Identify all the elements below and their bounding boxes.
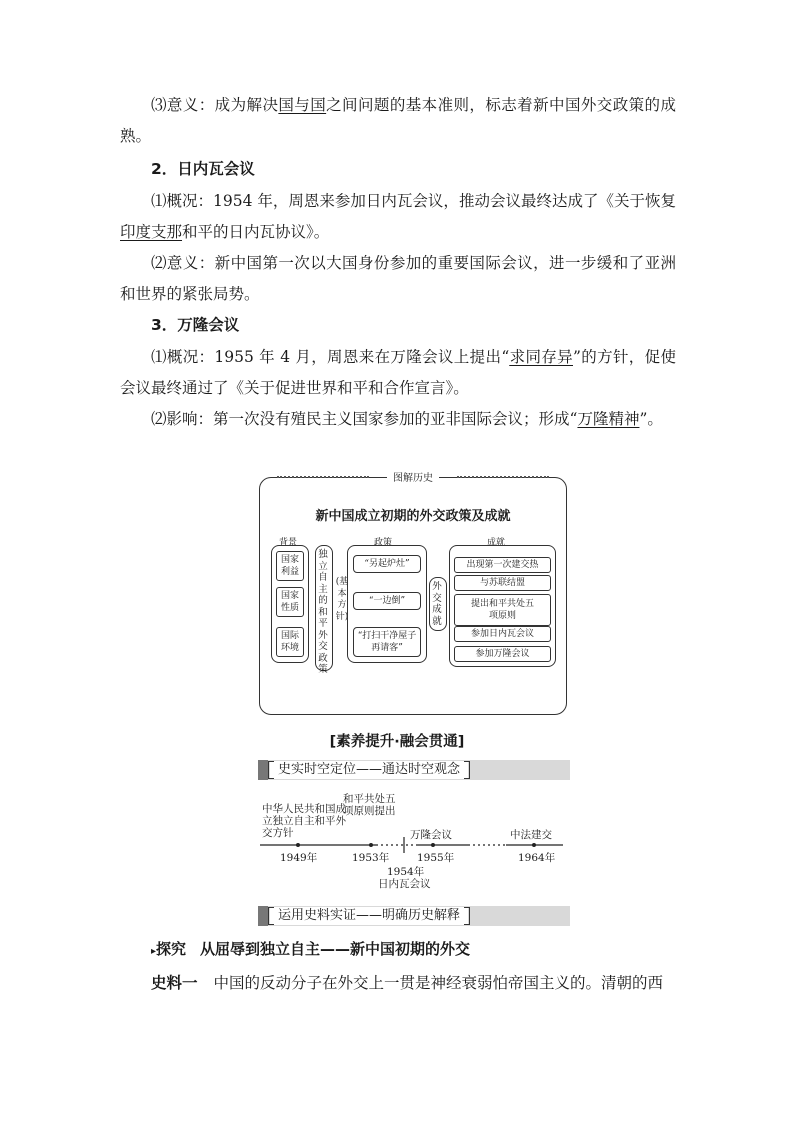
figure-tag: 图解历史: [259, 469, 567, 484]
timeline-event-1949: 中华人民共和国成立独立自主和平外交方针: [262, 803, 346, 839]
timeline-dot-1953: [369, 843, 373, 847]
policy-item: “打扫干净屋子再请客”: [353, 627, 421, 657]
background-item: 国际环境: [276, 627, 304, 657]
source-paragraph: [151, 968, 676, 999]
section-number: 3．: [151, 316, 178, 334]
timeline-event-1954: 日内瓦会议: [378, 878, 431, 890]
background-item: 国家性质: [276, 587, 304, 617]
text-run: ”。: [639, 410, 663, 428]
banner-marker: [258, 760, 268, 780]
background-item: 国家利益: [276, 551, 304, 581]
paragraph-geneva-significance: [120, 248, 676, 310]
triangle-marker-icon: ▸: [151, 946, 157, 957]
principle-vertical-text: 独立自主的和平外交政策: [318, 549, 328, 675]
heading-achievement: 成就: [487, 538, 506, 548]
section-title: 万隆会议: [177, 316, 240, 334]
achievement-item: 提出和平共处五项原则: [454, 594, 551, 626]
heading-background: 背景: [279, 538, 298, 548]
underlined-term: 印度支那: [120, 223, 183, 241]
achievement-item: 出现第一次建交热: [454, 557, 551, 573]
paragraph-geneva-overview: [120, 186, 676, 248]
banner-label: 史实时空定位——通达时空观念: [270, 761, 468, 779]
section-subheading: [素养提升·融会贯通]: [329, 734, 465, 750]
timeline-year-1949: 1949年: [280, 852, 318, 864]
basic-policy-vertical-text: (基本方针): [335, 577, 349, 622]
timeline-year-1964: 1964年: [518, 852, 556, 864]
text-run: 和平的日内瓦协议》。: [182, 223, 330, 241]
paragraph-significance: [120, 90, 676, 152]
text-run: ”的方针，促使会议最终通过了《关于促进世界和平和合作宣言》。: [120, 348, 676, 397]
paragraph-bandung-overview: [120, 342, 676, 404]
timeline-dot-1955: [431, 843, 435, 847]
text-run: ⑴概况：1955 年 4 月，周恩来在万隆会议上提出“: [151, 348, 510, 366]
timeline-year-1955: 1955年: [417, 852, 455, 864]
underlined-term: 国与国: [278, 96, 327, 114]
section-heading-bandung: [151, 310, 239, 341]
explore-title: 从屈辱到独立自主——新中国初期的外交: [200, 940, 471, 958]
achievement-item: 参加日内瓦会议: [454, 626, 551, 642]
section-number: 2．: [151, 160, 178, 178]
explore-heading: [151, 938, 470, 959]
banner-evidence: [258, 906, 570, 926]
banner-spacetime: [258, 760, 570, 780]
timeline-event-1964: 中法建交: [510, 829, 552, 841]
figure-title: 新中国成立初期的外交政策及成就: [315, 509, 511, 524]
underlined-term: 万隆精神: [577, 410, 640, 428]
text-run: ⑶意义：成为解决: [151, 96, 279, 114]
banner-marker: [258, 906, 268, 926]
achievement-item: 与苏联结盟: [454, 575, 551, 591]
heading-policy: 政策: [374, 538, 393, 548]
timeline-year-1954: 1954年: [387, 866, 425, 878]
section-heading-geneva: [151, 154, 255, 185]
timeline-event-1953: 和平共处五项原则提出: [343, 793, 396, 817]
text-run: ⑵意义：新中国第一次以大国身份参加的重要国际会议，进一步缓和了亚洲和世界的紧张局势。: [120, 254, 676, 303]
section-title: 日内瓦会议: [177, 160, 255, 178]
text-run: ⑵影响：第一次没有殖民主义国家参加的亚非国际会议；形成“: [151, 410, 578, 428]
policy-item: “另起炉灶”: [353, 555, 421, 573]
achievement-vertical-text: 外交成就: [432, 581, 442, 627]
banner-label: 运用史料实证——明确历史解释: [270, 907, 468, 925]
timeline-dot-1949: [296, 843, 300, 847]
paragraph-bandung-impact: [120, 404, 676, 435]
source-text: 中国的反动分子在外交上一贯是神经衰弱怕帝国主义的。清朝的西: [213, 974, 664, 992]
text-run: ⑴概况：1954 年，周恩来参加日内瓦会议，推动会议最终达成了《关于恢复: [151, 192, 676, 210]
achievement-item: 参加万隆会议: [454, 646, 551, 662]
explore-label: 探究: [156, 940, 187, 958]
timeline-year-1953: 1953年: [352, 852, 390, 864]
underlined-term: 求同存异: [509, 348, 573, 366]
text-run: 之间问题的基本准则，标志着新中国外交政策的成熟。: [120, 96, 676, 145]
policy-item: “一边倒”: [353, 592, 421, 610]
timeline-event-1955: 万隆会议: [410, 829, 452, 841]
source-label: 史料一: [151, 974, 198, 992]
illustrated-history-figure: [259, 473, 567, 715]
timeline-dot-1964: [532, 843, 536, 847]
